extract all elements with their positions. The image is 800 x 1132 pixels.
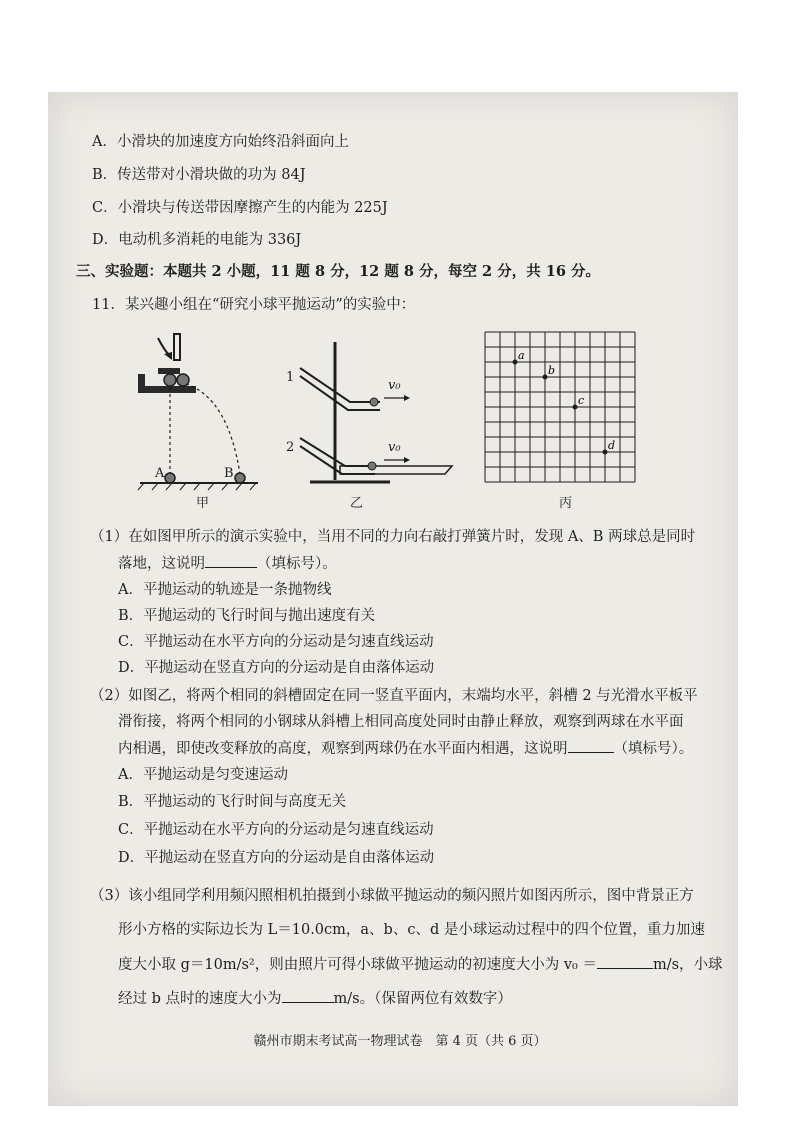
part3-line3-a: 度大小取 g＝10m/s²，则由照片可得小球做平抛运动的初速度大小为 v₀ ＝ [118,957,597,973]
part3-line4-b: m/s。（保留两位有效数字） [333,991,512,1007]
v0-label-lower: v₀ [388,440,401,455]
groove-1-label: 1 [286,370,295,385]
q10-option-b: B．传送带对小滑块做的功为 84J [92,167,306,183]
figure-jia [128,328,268,508]
part1-line2-a: 落地，这说明 [118,556,205,572]
part2-answer-blank[interactable] [568,738,614,753]
figure-jia-label: 甲 [196,496,210,511]
grid-point-a [513,360,518,365]
grid-point-label-b: b [548,364,556,377]
part3-line4-a: 经过 b 点时的速度大小为 [118,991,282,1007]
grid-point-d [603,450,608,455]
part1-line2-b: （填标号）。 [257,556,337,572]
figure-bing-grid [483,330,643,490]
part1-line2 [118,553,337,574]
part3-line1: （3）该小组同学利用频闪照相机拍摄到小球做平抛运动的频闪照片如图丙所示，图中背景正方 [90,888,694,904]
part3-line3-b: m/s，小球 [652,957,723,973]
q10-option-c: C．小滑块与传送带因摩擦产生的内能为 225J [92,200,388,216]
part1-option-a: A．平抛运动的轨迹是一条抛物线 [118,582,332,598]
grid-point-b [543,375,548,380]
grid-point-label-d: d [608,439,616,452]
ball-a-label: A [155,466,165,481]
part1-option-c: C．平抛运动在水平方向的分运动是匀速直线运动 [118,634,434,650]
part2-line3 [118,738,693,759]
q10-option-d: D．电动机多消耗的电能为 336J [92,232,302,248]
part1-option-b: B．平抛运动的飞行时间与抛出速度有关 [118,608,376,624]
grid-point-label-c: c [578,394,585,407]
groove-2-label: 2 [286,440,295,455]
part1-option-d: D．平抛运动在竖直方向的分运动是自由落体运动 [118,660,435,676]
part2-line3-a: 内相遇，即使改变释放的高度，观察到两球仍在水平面内相遇，这说明 [118,741,568,757]
part1-line1: （1）在如图甲所示的演示实验中，当用不同的力向右敲打弹簧片时，发现 A、B 两球总是同时 [90,529,696,545]
part3-vb-answer-blank[interactable] [282,988,334,1003]
grid-point-c [573,405,578,410]
q11-intro: 11．某兴趣小组在“研究小球平抛运动”的实验中： [92,297,416,313]
ball-b-label: B [224,466,234,481]
part3-line3 [118,954,723,975]
figure-yi [280,340,460,495]
figure-yi-label: 乙 [350,496,364,511]
q10-option-a: A．小滑块的加速度方向始终沿斜面向上 [92,134,349,150]
v0-label-upper: v₀ [388,378,401,393]
part1-answer-blank[interactable] [205,553,257,568]
figure-bing-label: 丙 [559,496,573,511]
part2-line2: 滑衔接，将两个相同的小钢球从斜槽上相同高度处同时由静止释放，观察到两球在水平面 [118,714,684,730]
grid-point-label-a: a [518,349,525,362]
part2-option-c: C．平抛运动在水平方向的分运动是匀速直线运动 [118,822,434,838]
part2-option-b: B．平抛运动的飞行时间与高度无关 [118,794,347,810]
page-footer: 赣州市期末考试高一物理试卷 第 4 页（共 6 页） [253,1034,547,1049]
part3-line2: 形小方格的实际边长为 L＝10.0cm，a、b、c、d 是小球运动过程中的四个位置，重力加速 [118,922,705,938]
part2-option-a: A．平抛运动是匀变速运动 [118,767,288,783]
part2-line3-b: （填标号）。 [613,741,694,757]
section3-title: 三、实验题：本题共 2 小题，11 题 8 分，12 题 8 分，每空 2 分，共 16 分。 [76,263,600,280]
part2-line1: （2）如图乙，将两个相同的斜槽固定在同一竖直平面内，末端均水平，斜槽 2 与光滑水平板平 [90,688,698,704]
part2-option-d: D．平抛运动在竖直方向的分运动是自由落体运动 [118,850,435,866]
part3-line4 [118,988,512,1009]
part3-v0-answer-blank[interactable] [597,954,653,969]
